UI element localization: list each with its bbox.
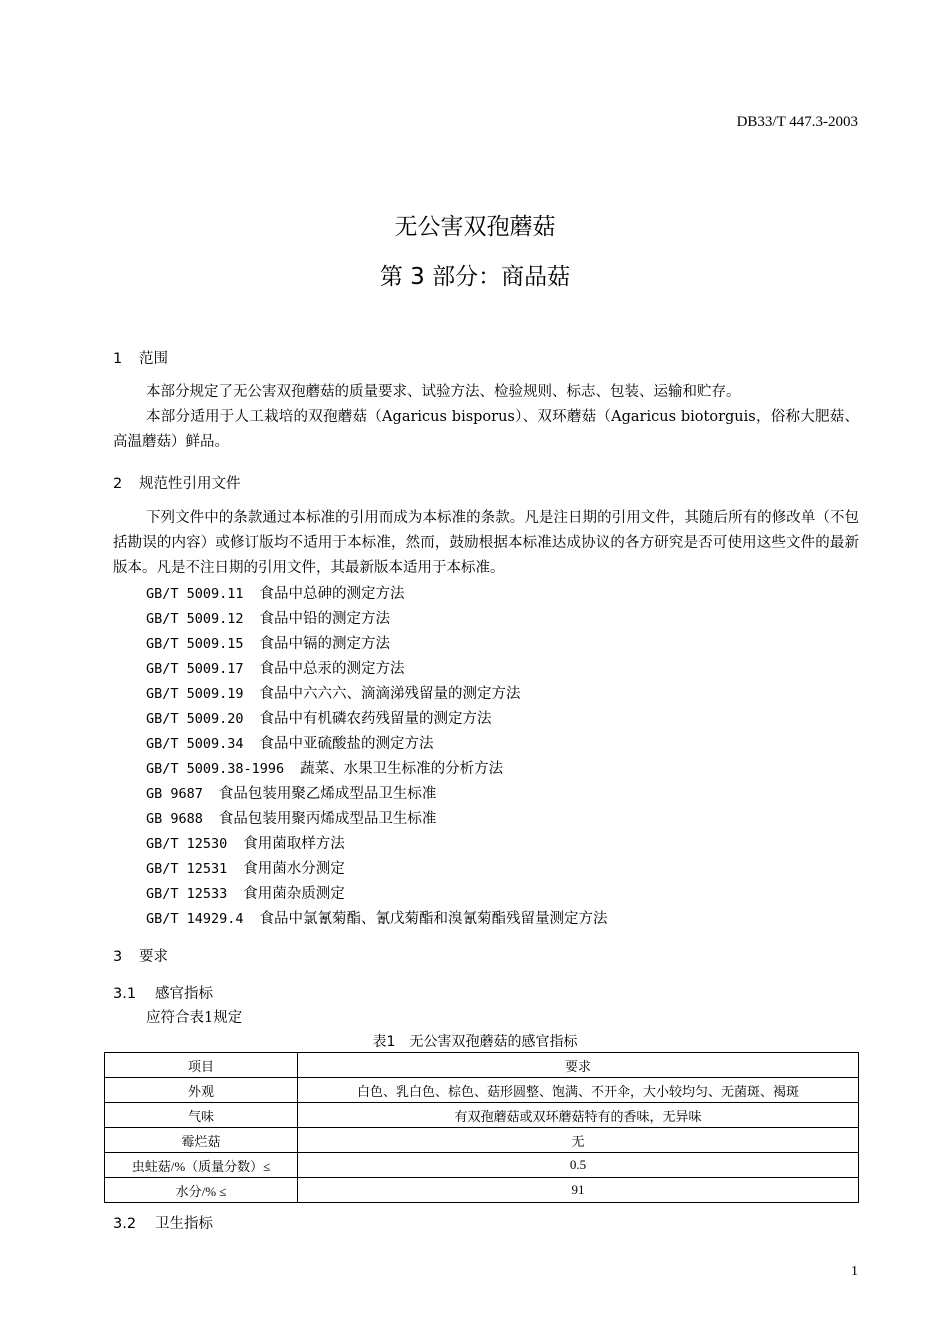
paragraph: 本部分适用于人工栽培的双孢蘑菇（Agaricus bisporus）、双环蘑菇（Agaricus biotorguis，俗称大肥菇、高温蘑菇）鲜品。 <box>113 409 859 450</box>
section-title: 范围 <box>139 351 168 367</box>
reference-title: 食品中亚硫酸盐的测定方法 <box>259 736 434 752</box>
reference-item <box>146 682 521 703</box>
reference-title: 蔬菜、水果卫生标准的分析方法 <box>300 761 504 777</box>
scope-paragraphs <box>113 380 859 455</box>
document-code: DB33/T 447.3-2003 <box>736 114 858 130</box>
table-header-row <box>105 1053 859 1078</box>
section-heading-requirements <box>113 945 168 966</box>
reference-code: GB/T 5009.19 <box>146 686 244 702</box>
reference-code: GB/T 14929.4 <box>146 911 244 927</box>
table-row <box>105 1153 859 1178</box>
reference-code: GB/T 5009.11 <box>146 586 244 602</box>
reference-item <box>146 807 436 828</box>
reference-title: 食品中总汞的测定方法 <box>259 661 405 677</box>
reference-code: GB/T 5009.38-1996 <box>146 761 285 777</box>
reference-code: GB/T 5009.15 <box>146 636 244 652</box>
reference-title: 食品中氯氰菊酯、氰戊菊酯和溴氰菊酯残留量测定方法 <box>259 911 608 927</box>
table-row <box>105 1128 859 1153</box>
reference-code: GB/T 5009.20 <box>146 711 244 727</box>
table-cell: 无 <box>298 1128 859 1153</box>
reference-item <box>146 607 390 628</box>
subsection-number: 3.2 <box>113 1216 137 1232</box>
table-cell: 0.5 <box>298 1153 859 1178</box>
page-number: 1 <box>851 1264 858 1279</box>
reference-item <box>146 757 503 778</box>
table-cell: 霉烂菇 <box>105 1128 298 1153</box>
subsection-title: 卫生指标 <box>155 1216 213 1232</box>
reference-code: GB/T 5009.34 <box>146 736 244 752</box>
paragraph: 本部分规定了无公害双孢蘑菇的质量要求、试验方法、检验规则、标志、包装、运输和贮存。 <box>146 384 741 400</box>
table-cell: 水分/% ≤ <box>105 1178 298 1203</box>
section-number: 2 <box>113 476 123 492</box>
sensory-table <box>104 1052 859 1203</box>
reference-code: GB/T 12531 <box>146 861 228 877</box>
paragraph: 下列文件中的条款通过本标准的引用而成为本标准的条款。凡是注日期的引用文件，其随后所有的修改单（不包括勘误的内容）或修订版均不适用于本标准，然而，鼓励根据本标准达成协议的各方研究是否可使用这些文件的最新版本。凡是不注日期的引用文件，其最新版本适用于本标准。 <box>113 510 859 576</box>
table-cell: 白色、乳白色、棕色、菇形圆整、饱满、不开伞，大小较均匀、无菌斑、褐斑 <box>298 1078 859 1103</box>
reference-item <box>146 632 390 653</box>
table-cell: 气味 <box>105 1103 298 1128</box>
reference-item <box>146 582 405 603</box>
reference-title: 食用菌水分测定 <box>243 861 345 877</box>
subsection-heading-sensory <box>113 982 213 1003</box>
table-row <box>105 1078 859 1103</box>
reference-item <box>146 907 608 928</box>
table-cell: 虫蛀菇/%（质量分数）≤ <box>105 1153 298 1178</box>
reference-code: GB/T 5009.12 <box>146 611 244 627</box>
table-cell: 外观 <box>105 1078 298 1103</box>
subsection-heading-hygiene <box>113 1212 213 1233</box>
section-title: 要求 <box>139 949 168 965</box>
section-heading-references <box>113 472 241 493</box>
table-cell: 91 <box>298 1178 859 1203</box>
reference-title: 食品包装用聚乙烯成型品卫生标准 <box>218 786 437 802</box>
section-title: 规范性引用文件 <box>139 476 241 492</box>
reference-code: GB/T 12533 <box>146 886 228 902</box>
reference-code: GB/T 12530 <box>146 836 228 852</box>
document-title: 无公害双孢蘑菇 <box>394 214 556 240</box>
reference-item <box>146 832 345 853</box>
reference-item <box>146 857 345 878</box>
reference-title: 食用菌取样方法 <box>243 836 345 852</box>
reference-item <box>146 882 345 903</box>
subsection-title: 感官指标 <box>155 986 213 1002</box>
section-heading-scope <box>113 347 168 368</box>
reference-item <box>146 707 492 728</box>
reference-title: 食品中有机磷农药残留量的测定方法 <box>259 711 492 727</box>
table-caption: 表1 无公害双孢蘑菇的感官指标 <box>372 1034 578 1050</box>
reference-item <box>146 657 405 678</box>
reference-title: 食品包装用聚丙烯成型品卫生标准 <box>218 811 437 827</box>
reference-item <box>146 782 436 803</box>
table-cell: 有双孢蘑菇或双环蘑菇特有的香味，无异味 <box>298 1103 859 1128</box>
reference-code: GB 9687 <box>146 786 203 802</box>
reference-title: 食用菌杂质测定 <box>243 886 345 902</box>
table-header-cell: 项目 <box>105 1053 298 1078</box>
subsection-number: 3.1 <box>113 986 137 1002</box>
sensory-note: 应符合表1规定 <box>146 1010 243 1026</box>
document-subtitle: 第 3 部分：商品菇 <box>379 264 571 290</box>
table-header-cell: 要求 <box>298 1053 859 1078</box>
reference-title: 食品中镉的测定方法 <box>259 636 391 652</box>
reference-item <box>146 732 434 753</box>
reference-code: GB 9688 <box>146 811 203 827</box>
reference-title: 食品中铅的测定方法 <box>259 611 391 627</box>
reference-code: GB/T 5009.17 <box>146 661 244 677</box>
section-number: 1 <box>113 351 123 367</box>
section-number: 3 <box>113 949 123 965</box>
table-row <box>105 1103 859 1128</box>
reference-title: 食品中六六六、滴滴涕残留量的测定方法 <box>259 686 521 702</box>
table-row <box>105 1178 859 1203</box>
references-intro <box>113 506 859 581</box>
reference-title: 食品中总砷的测定方法 <box>259 586 405 602</box>
